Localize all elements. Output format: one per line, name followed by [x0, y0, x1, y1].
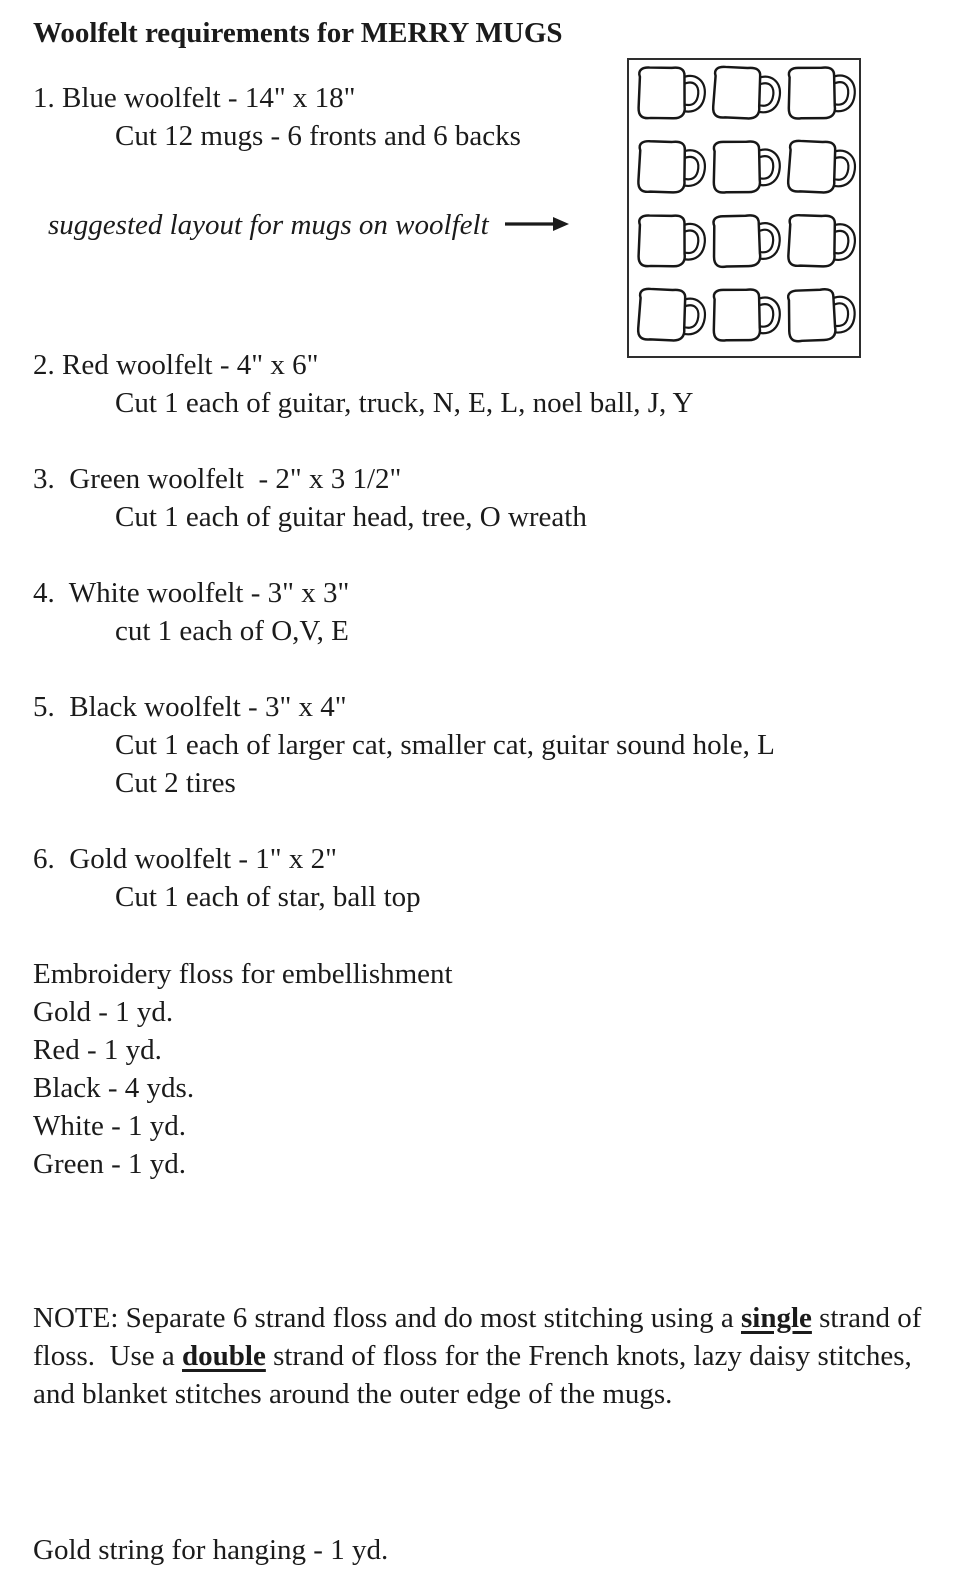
- floss-line: Black - 4 yds.: [33, 1072, 195, 1104]
- requirement-item-black: [33, 688, 941, 802]
- mug-icon: [787, 140, 852, 193]
- item-detail: cut 1 each of O,V, E: [115, 615, 349, 647]
- mug-icon: [636, 213, 702, 268]
- item-heading: 6. Gold woolfelt - 1" x 2": [33, 843, 337, 875]
- floss-line: White - 1 yd.: [33, 1110, 187, 1142]
- note-paragraph: [33, 1223, 938, 1489]
- item-detail: Cut 1 each of guitar head, tree, O wreath: [115, 501, 587, 533]
- mug-icon: [710, 212, 778, 269]
- mug-icon: [637, 139, 703, 193]
- mug-icon: [711, 286, 778, 342]
- item-detail: Cut 1 each of larger cat, smaller cat, guitar sound hole, L: [115, 729, 775, 761]
- mug-icon: [785, 285, 854, 343]
- item-heading: 5. Black woolfelt - 3" x 4": [33, 691, 347, 723]
- mug-icon: [637, 288, 702, 341]
- mug-icon: [787, 213, 853, 267]
- note-emphasis-single: single: [740, 1302, 812, 1334]
- mug-icon: [711, 138, 778, 194]
- note-text: NOTE: Separate 6 strand floss and do most stitching using a: [33, 1302, 741, 1334]
- note-text: strand of floss. Use a: [33, 1302, 929, 1372]
- requirement-item-gold: [33, 840, 941, 916]
- note-text: strand of floss for the French knots, lazy daisy stitches, and blanket stitches around the outer edge of the mugs.: [33, 1340, 920, 1410]
- floss-section: [33, 955, 941, 1183]
- floss-line: Red - 1 yd.: [33, 1034, 162, 1066]
- mug-icon: [786, 64, 853, 120]
- item-heading: 4. White woolfelt - 3" x 3": [33, 577, 350, 609]
- requirement-item-green: [33, 460, 941, 536]
- layout-caption: suggested layout for mugs on woolfelt: [48, 209, 489, 241]
- mug-icon: [636, 65, 702, 120]
- item-heading: 2. Red woolfelt - 4" x 6": [33, 349, 319, 381]
- right-arrow-icon: [505, 215, 569, 233]
- requirement-item-white: [33, 574, 941, 650]
- floss-line: Green - 1 yd.: [33, 1148, 187, 1180]
- item-detail: Cut 1 each of guitar, truck, N, E, L, noel ball, J, Y: [115, 387, 694, 419]
- floss-heading: Embroidery floss for embellishment: [33, 958, 453, 990]
- note-emphasis-double: double: [182, 1340, 266, 1372]
- item-detail: Cut 12 mugs - 6 fronts and 6 backs: [115, 120, 521, 152]
- hanging-string-line: Gold string for hanging - 1 yd.: [33, 1534, 389, 1566]
- page-title: Woolfelt requirements for MERRY MUGS: [33, 17, 563, 49]
- mug-layout-diagram: [627, 58, 861, 358]
- item-heading: 3. Green woolfelt - 2" x 3 1/2": [33, 463, 402, 495]
- item-detail: Cut 1 each of star, ball top: [115, 881, 421, 913]
- mug-icon: [712, 66, 777, 119]
- item-heading: 1. Blue woolfelt - 14" x 18": [33, 82, 356, 114]
- mug-grid: [629, 60, 859, 356]
- floss-line: Gold - 1 yd.: [33, 996, 174, 1028]
- item-detail: Cut 2 tires: [115, 767, 236, 799]
